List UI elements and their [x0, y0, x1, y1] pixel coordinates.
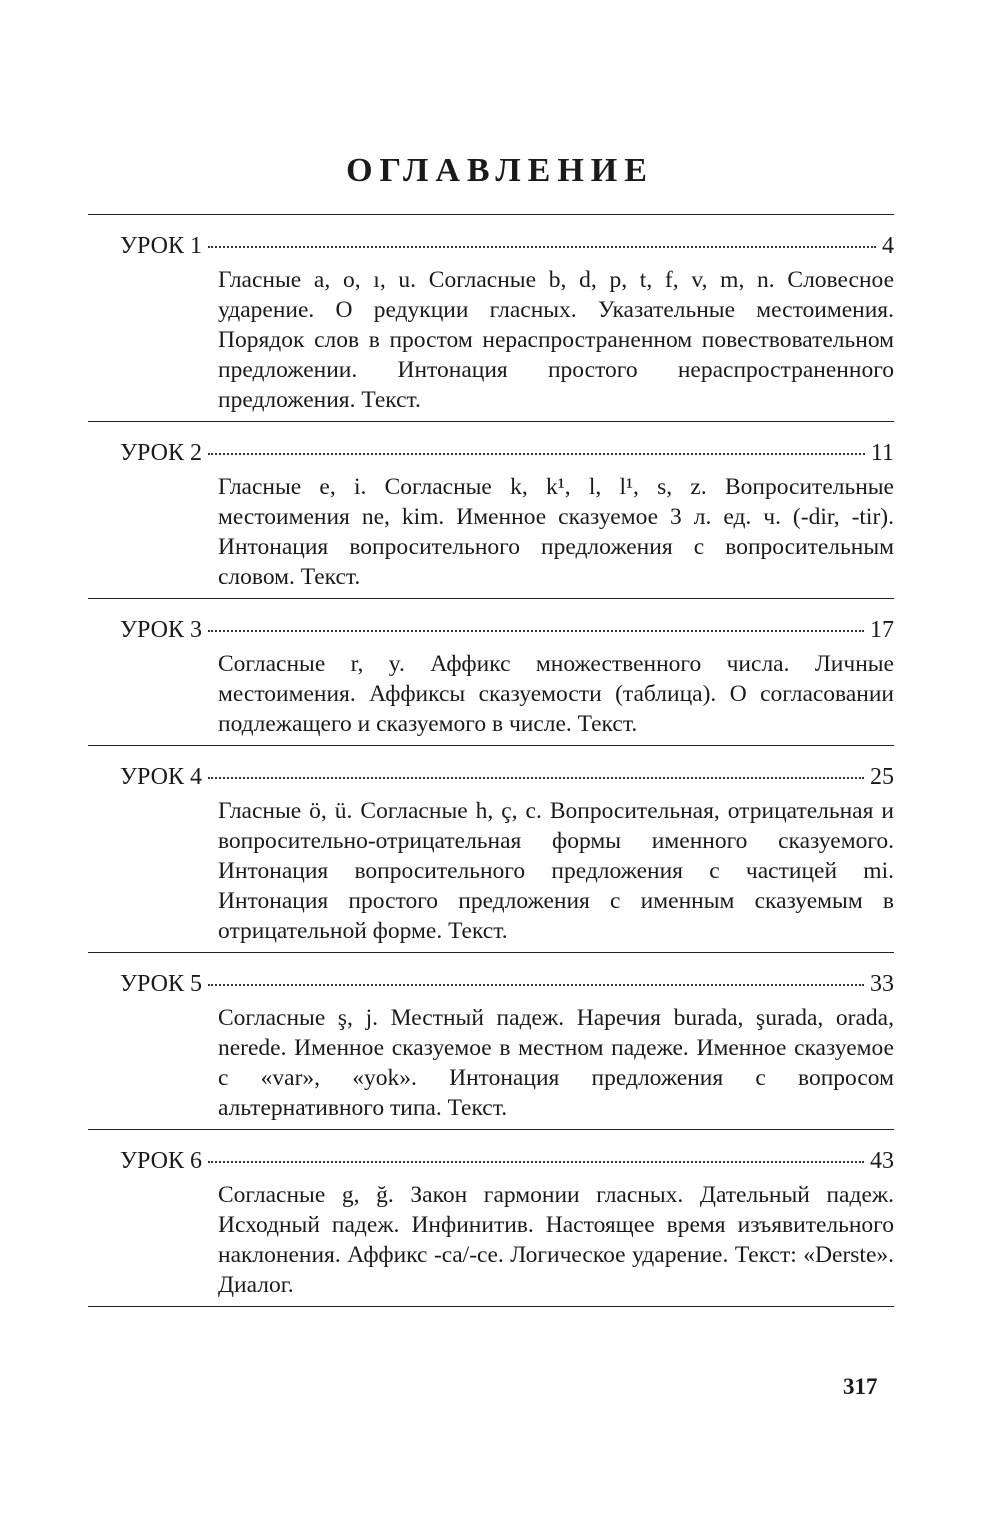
lesson-description: Гласные ö, ü. Согласные h, ç, c. Вопросительная, отрицательная и вопросительно-отрицательная формы именного сказуемого. Интонация вопросительного предложения с частицей mi. Интонация простого предложения с именным сказуемым в отрицательной форме. Текст. [218, 798, 894, 944]
lesson-page-number: 17 [870, 617, 894, 643]
toc-entry-heading [88, 231, 894, 261]
dot-leader [208, 777, 864, 779]
toc-entry-heading [88, 969, 894, 999]
lesson-label: УРОК 4 [120, 764, 202, 790]
toc-entry-lesson-3 [88, 598, 894, 745]
dot-leader [208, 453, 865, 455]
toc-entry-lesson-5 [88, 952, 894, 1129]
lesson-description: Согласные r, y. Аффикс множественного числа. Личные местоимения. Аффиксы сказуемости (таблица). О согласовании подлежащего и сказуемого в числе. Текст. [218, 651, 894, 737]
toc-entry-heading [88, 1146, 894, 1176]
toc-entry-lesson-2 [88, 421, 894, 598]
lesson-page-number: 43 [870, 1148, 894, 1174]
toc-entry-lesson-6 [88, 1129, 894, 1307]
dot-leader [208, 630, 864, 632]
lesson-page-number: 25 [870, 764, 894, 790]
dot-leader [208, 984, 864, 986]
lesson-label: УРОК 5 [120, 971, 202, 997]
lesson-description: Согласные g, ğ. Закон гармонии гласных. Дательный падеж. Исходный падеж. Инфинитив. Настоящее время изъявительного наклонения. Аффикс -ca/-ce. Логическое ударение. Текст: «Derste». Диалог. [218, 1182, 894, 1298]
lesson-label: УРОК 2 [120, 440, 202, 466]
lesson-description: Гласные a, o, ı, u. Согласные b, d, p, t, f, v, m, n. Словесное ударение. О редукции гласных. Указательные местоимения. Порядок слов в простом нераспространенном повествовательном предложении. Интонация простого нераспространенного предложения. Текст. [218, 267, 894, 413]
lesson-page-number: 11 [870, 440, 894, 466]
toc-entry-lesson-4 [88, 745, 894, 952]
lesson-label: УРОК 1 [120, 233, 202, 259]
toc-entry-heading [88, 762, 894, 792]
toc-entry-heading [88, 438, 894, 468]
lesson-label: УРОК 3 [120, 617, 202, 643]
table-of-contents [88, 214, 894, 1307]
lesson-page-number: 4 [882, 233, 894, 259]
toc-entry-heading [88, 615, 894, 645]
lesson-label: УРОК 6 [120, 1148, 202, 1174]
lesson-page-number: 33 [870, 971, 894, 997]
lesson-description: Гласные e, i. Согласные k, k¹, l, l¹, s, z. Вопросительные местоимения ne, kim. Именное сказуемое 3 л. ед. ч. (-dir, -tir). Интонация вопросительного предложения с вопросительным словом. Текст. [218, 474, 894, 590]
dot-leader [208, 1161, 864, 1163]
page-title: ОГЛАВЛЕНИЕ [346, 152, 654, 189]
toc-entry-lesson-1 [88, 214, 894, 421]
dot-leader [208, 246, 876, 248]
lesson-description: Согласные ş, j. Местный падеж. Наречия burada, şurada, orada, nerede. Именное сказуемое в местном падеже. Именное сказуемое с «var», «yok». Интонация предложения с вопросом альтернативного типа. Текст. [218, 1005, 894, 1121]
page-number: 317 [843, 1374, 878, 1399]
